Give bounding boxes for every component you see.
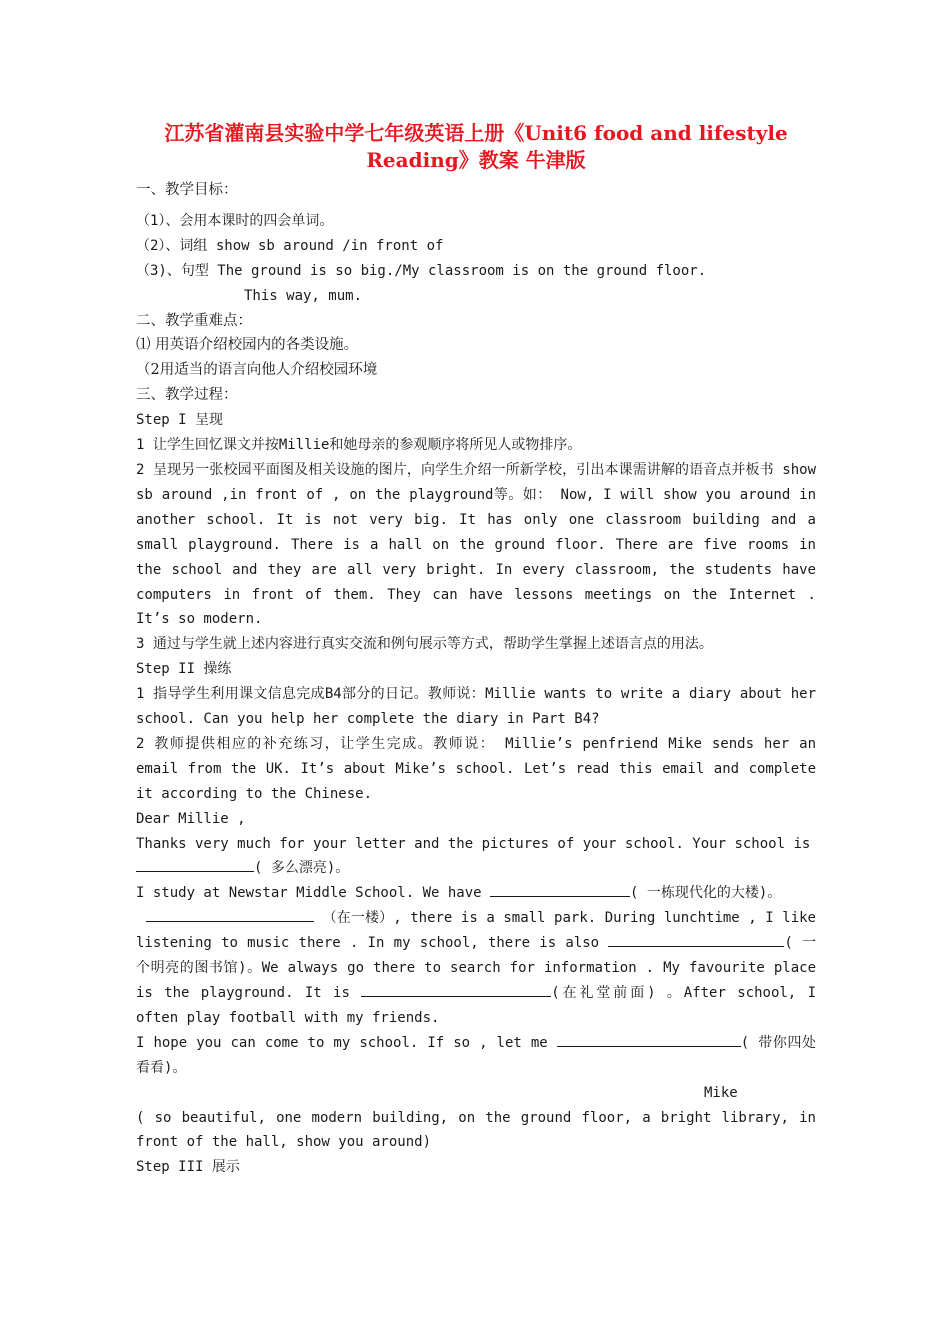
- section-heading-objectives: 一、教学目标：: [136, 182, 238, 198]
- section-heading-key-points: 二、教学重难点：: [136, 312, 252, 329]
- fill-blank-3[interactable]: [146, 907, 314, 922]
- key-point-1: ⑴ 用英语介绍校园内的各类设施。: [136, 337, 359, 354]
- email-hint-1: ( 多么漂亮)。: [254, 860, 350, 877]
- step-2-heading: Step II 操练: [136, 661, 232, 678]
- email-text-1a: Thanks very much for your letter and the pictures of your school. Your school is: [136, 835, 811, 852]
- email-hint-4: ( 带你四处看看)。: [136, 1034, 817, 1076]
- document-page: [136, 120, 816, 1180]
- email-line-3: [136, 906, 816, 1031]
- fill-blank-1[interactable]: [136, 857, 254, 872]
- step-3-heading: Step III 展示: [136, 1159, 240, 1176]
- step-1-item-2: 2 呈现另一张校园平面图及相关设施的图片，向学生介绍一所新学校，引出本课需讲解的语音点并板书 show sb around ,in front of , on the playground等。如： Now, I will show you around in another school. It is not very big. It has only one classroom building and a small playground. There is a hall on the ground floor. There are five rooms in the school and they are all very bright. In every classroom, the students have computers in front of them. They can have lessons meetings on the Internet . It’s so modern.: [136, 461, 816, 628]
- email-line-1: [136, 832, 816, 882]
- step-1-heading: Step I 呈现: [136, 412, 224, 429]
- document-title: 江苏省灌南县实验中学七年级英语上册《Unit6 food and lifestyle Reading》教案 牛津版: [164, 121, 788, 172]
- answer-key: ( so beautiful, one modern building, on the ground floor, a bright library, in front of the hall, show you around): [136, 1109, 816, 1151]
- fill-blank-4[interactable]: [608, 932, 784, 947]
- fill-blank-6[interactable]: [557, 1032, 741, 1047]
- email-text-3a: （在一楼）, there is a small park. During lunchtime , I like listening to music there . In my school, there is also: [136, 910, 816, 952]
- email-line-2: [136, 881, 816, 906]
- fill-blank-2[interactable]: [490, 882, 630, 897]
- step-1-item-1: 1 让学生回忆课文并按Millie和她母亲的参观顺序将所见人或物排序。: [136, 437, 582, 454]
- email-greeting: Dear Millie ,: [136, 810, 246, 827]
- email-text-3b: ( 一个明亮的图书馆)。We always go there to search for information . My favourite place is the playground. It is: [136, 935, 816, 1001]
- email-text-2a: I study at Newstar Middle School. We have: [136, 885, 482, 902]
- section-heading-process: 三、教学过程：: [136, 387, 238, 404]
- email-text-4a: I hope you can come to my school. If so , let me: [136, 1034, 548, 1051]
- email-hint-2: ( 一栋现代化的大楼)。: [630, 885, 782, 902]
- objective-2: （2）、词组 show sb around /in front of: [136, 237, 444, 254]
- objective-1: （1）、会用本课时的四会单词。: [136, 212, 334, 229]
- objective-3: （3)、句型 The ground is so big./My classroom is on the ground floor.: [136, 262, 707, 279]
- objective-3-continued: This way, mum.: [244, 287, 363, 304]
- email-signature: Mike: [704, 1084, 738, 1101]
- step-1-item-3: 3 通过与学生就上述内容进行真实交流和例句展示等方式，帮助学生掌握上述语言点的用法。: [136, 636, 713, 653]
- email-text-3c: (在礼堂前面) 。After school, I often play football with my friends.: [136, 985, 816, 1026]
- step-2-item-1: 1 指导学生利用课文信息完成B4部分的日记。教师说：Millie wants to write a diary about her school. Can you help her complete the diary in Part B4?: [136, 686, 816, 728]
- email-line-4: [136, 1031, 816, 1081]
- key-point-2: （2用适当的语言向他人介绍校园环境: [136, 362, 378, 379]
- fill-blank-5[interactable]: [361, 982, 551, 997]
- step-2-item-2: 2 教师提供相应的补充练习，让学生完成。教师说： Millie’s penfriend Mike sends her an email from the UK. It’s about Mike’s school. Let’s read this email and complete it according to the Chinese.: [136, 735, 816, 802]
